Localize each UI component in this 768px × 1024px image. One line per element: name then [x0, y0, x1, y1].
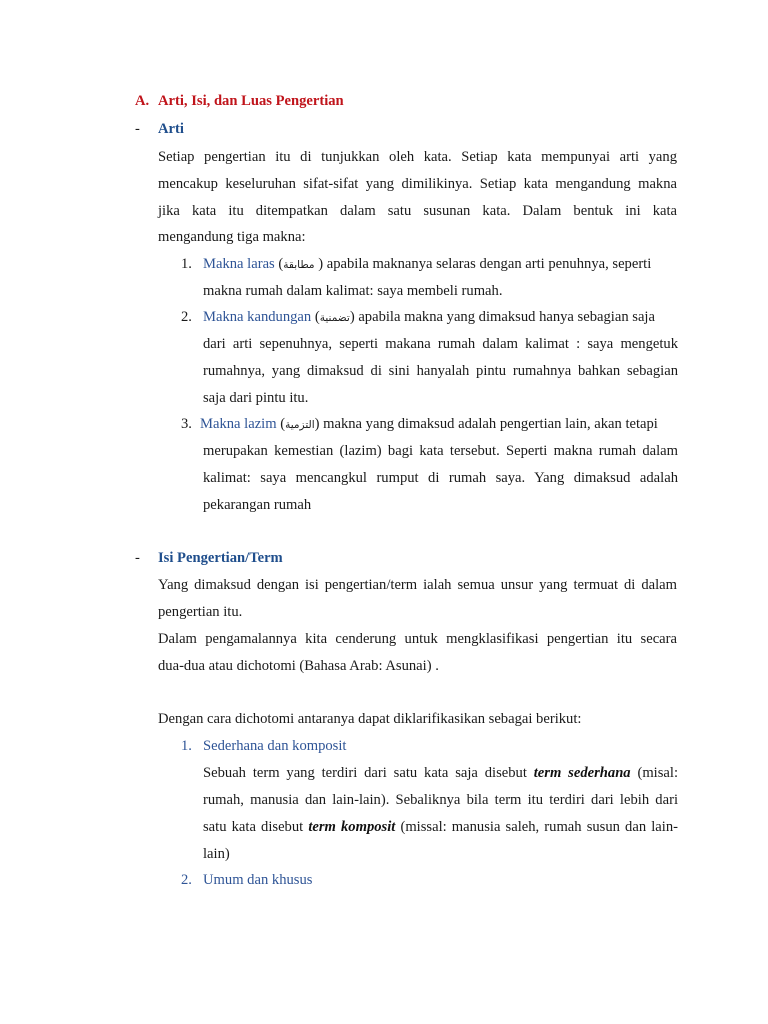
arti-heading: Arti [158, 121, 184, 137]
term-komposit: term komposit [308, 819, 396, 835]
arti-para-line: mencakup keseluruhan sifat-sifat yang dimilikinya. Setiap kata mengandung makna [158, 176, 677, 192]
list-item-makna-kandungan: Makna kandungan (تضمنية) apabila makna yang dimaksud hanya sebagian saja [203, 309, 655, 325]
sub-item-number: 2. [181, 872, 192, 888]
list-item-number: 3. [181, 416, 192, 432]
arti-para-line: mengandung tiga makna: [158, 229, 306, 245]
item-line: saja dari pintu itu. [203, 390, 309, 406]
arti-para-line: jika kata itu ditempatkan dalam satu susunan kata. Dalam bentuk ini kata [158, 203, 677, 219]
arabic-term: التزمية [285, 419, 315, 431]
item-line: kalimat: saya mencangkul rumput di rumah saya. Yang dimaksud adalah [203, 470, 678, 486]
text-run: (misal: [630, 765, 678, 781]
arabic-term: تضمنية [319, 312, 350, 324]
text-run: (missal: manusia saleh, rumah susun dan lain- [395, 819, 678, 835]
isi-para-line: Dalam pengamalannya kita cenderung untuk mengklasifikasi pengertian itu secara [158, 631, 677, 647]
list-item-number: 1. [181, 256, 192, 272]
sub-item-line: rumah, manusia dan lain-lain). Sebaliknya bila term itu terdiri dari lebih dari [203, 792, 678, 808]
list-item-makna-lazim: Makna lazim (التزمية) makna yang dimaksud adalah pengertian lain, akan tetapi [200, 416, 658, 432]
item-line: pekarangan rumah [203, 497, 312, 513]
isi-para-line: Dengan cara dichotomi antaranya dapat diklarifikasikan sebagai berikut: [158, 711, 582, 727]
section-a-marker: A. [135, 93, 150, 109]
sub-item-line [203, 818, 678, 836]
text-run: Sebuah term yang terdiri dari satu kata saja disebut [203, 765, 534, 781]
term-makna-lazim: Makna lazim [200, 416, 277, 432]
sub-item-line: lain) [203, 846, 230, 862]
term-makna-laras: Makna laras [203, 256, 275, 272]
text-run: satu kata disebut [203, 819, 309, 835]
sub-item-number: 1. [181, 738, 192, 754]
isi-heading: Isi Pengertian/Term [158, 550, 283, 566]
isi-dash: - [135, 550, 140, 566]
item-line: makna rumah dalam kalimat: saya membeli rumah. [203, 283, 503, 299]
term-sederhana: term sederhana [533, 765, 631, 781]
item-text: ) apabila makna yang dimaksud hanya sebagian saja [349, 309, 655, 325]
item-text: ) apabila maknanya selaras dengan arti penuhnya, seperti [314, 256, 652, 272]
isi-para-line: dua-dua atau dichotomi (Bahasa Arab: Asunai) . [158, 658, 439, 674]
arti-dash: - [135, 121, 140, 137]
item-line: rumahnya, yang dimaksud di sini hanyalah pintu rumahnya bahkan sebagian [203, 363, 678, 379]
sub-item-title-umum: Umum dan khusus [203, 872, 313, 888]
list-item-makna-laras: Makna laras (مطابقة ) apabila maknanya selaras dengan arti penuhnya, seperti [203, 256, 652, 272]
sub-item-line [203, 764, 678, 782]
isi-para-line: Yang dimaksud dengan isi pengertian/term ialah semua unsur yang termuat di dalam [158, 577, 677, 593]
item-line: merupakan kemestian (lazim) bagi kata tersebut. Seperti makna rumah dalam [203, 443, 678, 459]
list-item-number: 2. [181, 309, 192, 325]
arabic-term: مطابقة [283, 259, 315, 271]
item-text: ) makna yang dimaksud adalah pengertian lain, akan tetapi [314, 416, 658, 432]
section-a-title: Arti, Isi, dan Luas Pengertian [158, 93, 344, 109]
item-line: dari arti sepenuhnya, seperti makana rumah dalam kalimat : saya mengetuk [203, 336, 678, 352]
arti-para-line: Setiap pengertian itu di tunjukkan oleh kata. Setiap kata mempunyai arti yang [158, 149, 677, 165]
sub-item-title-sederhana: Sederhana dan komposit [203, 738, 347, 754]
term-makna-kandungan: Makna kandungan [203, 309, 312, 325]
isi-para-line: pengertian itu. [158, 604, 243, 620]
